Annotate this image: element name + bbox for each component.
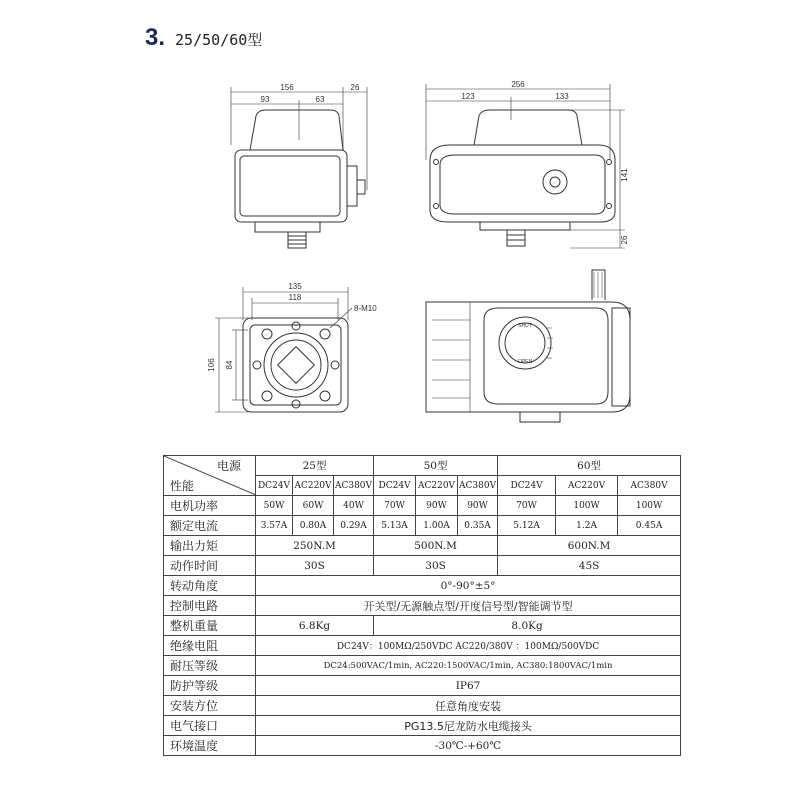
- table-cell: 50W: [256, 496, 293, 516]
- dim-front-123: 123: [461, 92, 475, 101]
- voltage-cell: AC220V: [556, 476, 618, 496]
- corner-label-power: 电源: [216, 459, 241, 473]
- table-cell: 0.45A: [618, 516, 681, 536]
- table-row-motor-power: [164, 496, 681, 516]
- voltage-cell: AC380V: [618, 476, 681, 496]
- table-row-insulation: [164, 636, 681, 656]
- dim-side-93: 93: [260, 95, 270, 104]
- dim-side-156: 156: [280, 83, 294, 92]
- row-label: 耐压等级: [164, 656, 256, 676]
- table-row-protection: [164, 676, 681, 696]
- table-cell: 5.13A: [374, 516, 416, 536]
- table-row-voltage-withstand: [164, 656, 681, 676]
- table-cell: 8.0Kg: [374, 616, 681, 636]
- model-header-25: 25型: [256, 456, 374, 476]
- side-view-drawing: [231, 87, 367, 248]
- row-label: 绝缘电阻: [164, 636, 256, 656]
- dim-side-26: 26: [350, 83, 360, 92]
- table-cell: 90W: [458, 496, 498, 516]
- voltage-cell: DC24V: [256, 476, 293, 496]
- table-cell: -30℃-+60℃: [256, 736, 681, 756]
- dim-side-63: 63: [315, 95, 325, 104]
- table-row-installation: [164, 696, 681, 716]
- dim-bottom-84: 84: [225, 360, 234, 370]
- table-cell: 开关型/无源触点型/开度信号型/智能调节型: [256, 596, 681, 616]
- row-label: 安装方位: [164, 696, 256, 716]
- table-cell: 0.80A: [293, 516, 334, 536]
- row-label: 防护等级: [164, 676, 256, 696]
- table-row-control-circuit: [164, 596, 681, 616]
- dial-label-open: OPEN: [517, 359, 533, 365]
- row-label: 电气接口: [164, 716, 256, 736]
- table-cell: 250N.M: [256, 536, 374, 556]
- table-cell: 1.2A: [556, 516, 618, 536]
- table-row-action-time: [164, 556, 681, 576]
- table-cell: 0.35A: [458, 516, 498, 536]
- voltage-cell: AC380V: [458, 476, 498, 496]
- corner-label-performance: 性能: [170, 479, 195, 493]
- table-cell: PG13.5尼龙防水电缆接头: [256, 716, 681, 736]
- model-header-60: 60型: [498, 456, 681, 476]
- table-row-weight: [164, 616, 681, 636]
- table-row-ambient-temp: [164, 736, 681, 756]
- dial-label-shut: SHUT: [518, 323, 532, 329]
- table-cell: 6.8Kg: [256, 616, 374, 636]
- row-label: 动作时间: [164, 556, 256, 576]
- dim-bottom-106: 106: [207, 358, 216, 372]
- table-corner-cell: [164, 456, 256, 496]
- table-cell: 500N.M: [374, 536, 498, 556]
- dim-front-26: 26: [620, 235, 629, 245]
- row-label: 输出力矩: [164, 536, 256, 556]
- row-label: 转动角度: [164, 576, 256, 596]
- table-cell: 70W: [374, 496, 416, 516]
- voltage-cell: AC220V: [293, 476, 334, 496]
- table-row-electrical-interface: [164, 716, 681, 736]
- table-row-output-torque: [164, 536, 681, 556]
- dim-front-256: 256: [511, 80, 525, 89]
- table-cell: 100W: [618, 496, 681, 516]
- voltage-cell: AC380V: [334, 476, 374, 496]
- table-cell: 0°-90°±5°: [256, 576, 681, 596]
- dim-bottom-135: 135: [288, 282, 302, 291]
- dim-front-141: 141: [620, 168, 629, 182]
- voltage-cell: DC24V: [374, 476, 416, 496]
- row-label: 电机功率: [164, 496, 256, 516]
- table-cell: 30S: [256, 556, 374, 576]
- table-cell: 40W: [334, 496, 374, 516]
- table-row-rated-current: [164, 516, 681, 536]
- dim-bottom-118: 118: [288, 293, 302, 302]
- dim-front-133: 133: [555, 92, 569, 101]
- voltage-cell: DC24V: [498, 476, 556, 496]
- table-cell: 100W: [556, 496, 618, 516]
- bottom-view-drawing: [215, 287, 352, 412]
- table-cell: IP67: [256, 676, 681, 696]
- model-header-50: 50型: [374, 456, 498, 476]
- table-cell: 600N.M: [498, 536, 681, 556]
- section-title: 25/50/60型: [175, 31, 263, 49]
- table-cell: 1.00A: [416, 516, 458, 536]
- table-cell: DC24:500VAC/1min, AC220:1500VAC/1min, AC380:1800VAC/1min: [256, 656, 681, 676]
- table-cell: 任意角度安装: [256, 696, 681, 716]
- row-label: 环境温度: [164, 736, 256, 756]
- section-number: 3.: [145, 24, 166, 51]
- table-cell: 5.12A: [498, 516, 556, 536]
- table-cell: 90W: [416, 496, 458, 516]
- row-label: 控制电路: [164, 596, 256, 616]
- row-label: 额定电流: [164, 516, 256, 536]
- table-cell: 60W: [293, 496, 334, 516]
- table-cell: 3.57A: [256, 516, 293, 536]
- spec-table: [163, 455, 681, 756]
- voltage-cell: AC220V: [416, 476, 458, 496]
- table-cell: 45S: [498, 556, 681, 576]
- table-cell: 70W: [498, 496, 556, 516]
- table-cell: 30S: [374, 556, 498, 576]
- top-view-drawing: [426, 270, 630, 422]
- front-view-drawing: [426, 84, 625, 248]
- row-label: 整机重量: [164, 616, 256, 636]
- dim-bottom-bolt-spec: 8-M10: [354, 304, 377, 313]
- table-row-rotation-angle: [164, 576, 681, 596]
- table-cell: DC24V：100MΩ/250VDC AC220/380V ：100MΩ/500VDC: [256, 636, 681, 656]
- table-cell: 0.29A: [334, 516, 374, 536]
